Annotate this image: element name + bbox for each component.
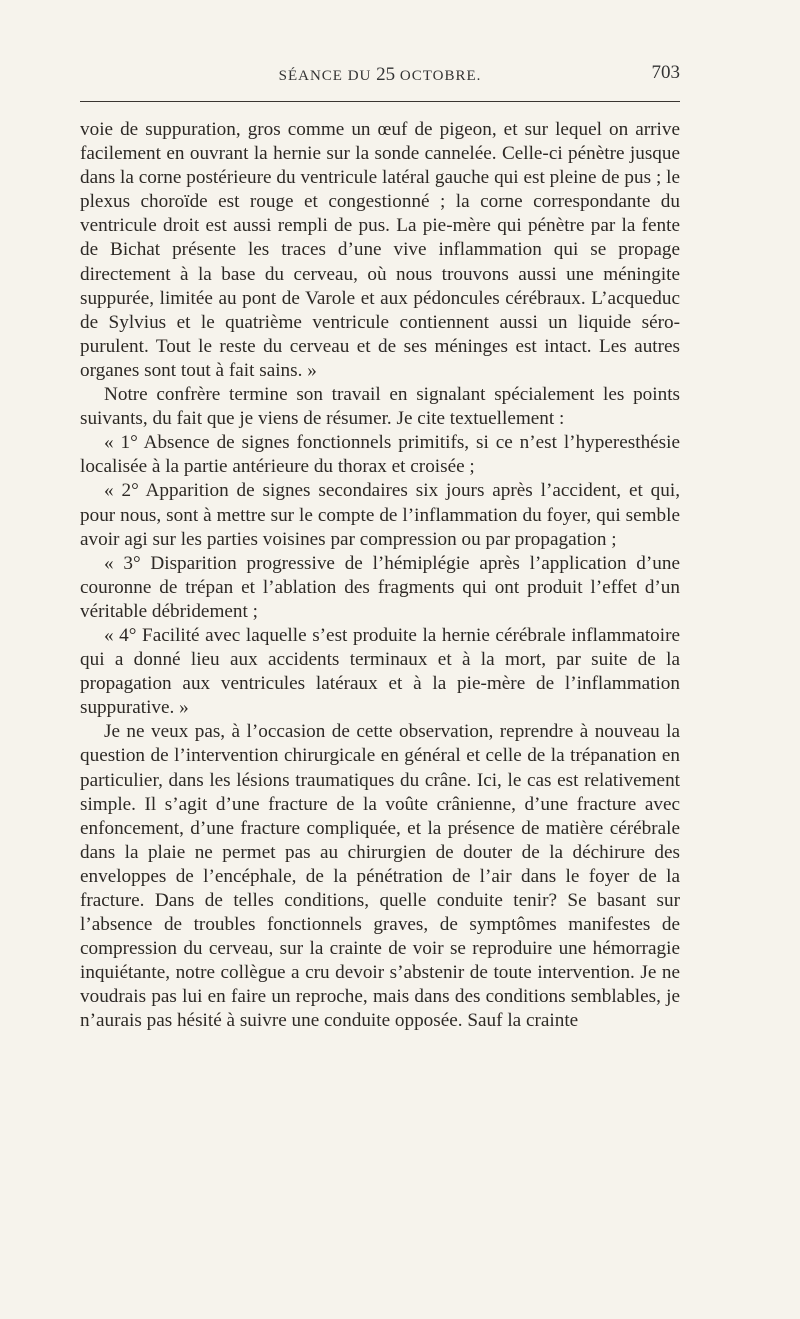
body-text [80, 118, 680, 1034]
running-title-day: 25 [376, 64, 396, 85]
header-rule [80, 101, 680, 102]
paragraph-point-4: « 4° Facilité avec laquelle s’est produite la hernie cérébrale inflammatoire qui a donné lieu aux accidents terminaux et à la mort, par suite de la propagation aux ventricules latéraux et à la pie-mère de l’inflammation suppurative. » [80, 624, 680, 719]
paragraph-point-2: « 2° Apparition de signes secondaires six jours après l’accident, et qui, pour nous, sont à mettre sur le compte de l’inflammation du foyer, qui semble avoir agi sur les parties voisines par compression ou par propagation ; [80, 480, 680, 550]
paragraph-summary-intro: Notre confrère termine son travail en signalant spécialement les points suivants, du fait que je viens de résumer. Je cite textuellement : [80, 384, 680, 430]
paragraph-point-3: « 3° Disparition progressive de l’hémiplégie après l’application d’une couronne de trépan et l’ablation des fragments qui ont produit l’effet d’un véritable débridement ; [80, 552, 680, 622]
page-number: 703 [651, 62, 680, 83]
paragraph-point-1: « 1° Absence de signes fonctionnels primitifs, si ce n’est l’hyperesthésie localisée à la partie antérieure du thorax et croisée ; [80, 432, 680, 478]
running-title-suffix: OCTOBRE. [395, 68, 482, 84]
running-title-prefix: SÉANCE DU [278, 68, 377, 84]
running-head [80, 62, 680, 86]
paragraph-continuation: voie de suppuration, gros comme un œuf de pigeon, et sur lequel on arrive facilement en ouvrant la hernie sur la sonde cannelée. Celle-ci pénètre jusque dans la corne postérieure du ventricule latéral gauche qui est pleine de pus ; le plexus choroïde est rouge et congestionné ; la corne correspondante du ventricule droit est aussi rempli de pus. La pie-mère qui pénètre par la fente de Bichat présente les traces d’une vive inflammation qui se propage directement à la base du cerveau, où nous trouvons aussi une méningite suppurée, limitée au pont de Varole et aux pédoncules cérébraux. L’acqueduc de Sylvius et le quatrième ventricule contiennent aussi un liquide séro-purulent. Tout le reste du cerveau et de ses méninges est intact. Les autres organes sont tout à fait sains. » [80, 119, 680, 381]
paragraph-discussion: Je ne veux pas, à l’occasion de cette observation, reprendre à nouveau la question de l’intervention chirurgicale en général et celle de la trépanation en particulier, dans les lésions traumatiques du crâne. Ici, le cas est relativement simple. Il s’agit d’une fracture de la voûte crânienne, d’une fracture avec enfoncement, d’une fracture compliquée, et la présence de matière cérébrale dans la plaie ne permet pas au chirurgien de douter de la déchirure des enveloppes de l’encéphale, de la pénétration de l’air dans le foyer de la fracture. Dans de telles conditions, quelle conduite tenir? Se basant sur l’absence de troubles fonctionnels graves, de symptômes manifestes de compression du cerveau, sur la crainte de voir se reproduire une hémorragie inquiétante, notre collègue a cru devoir s’abstenir de toute intervention. Je ne voudrais pas lui en faire un reproche, mais dans des conditions semblables, je n’aurais pas hésité à suivre une conduite opposée. Sauf la crainte [80, 721, 680, 1032]
running-title [80, 64, 680, 86]
